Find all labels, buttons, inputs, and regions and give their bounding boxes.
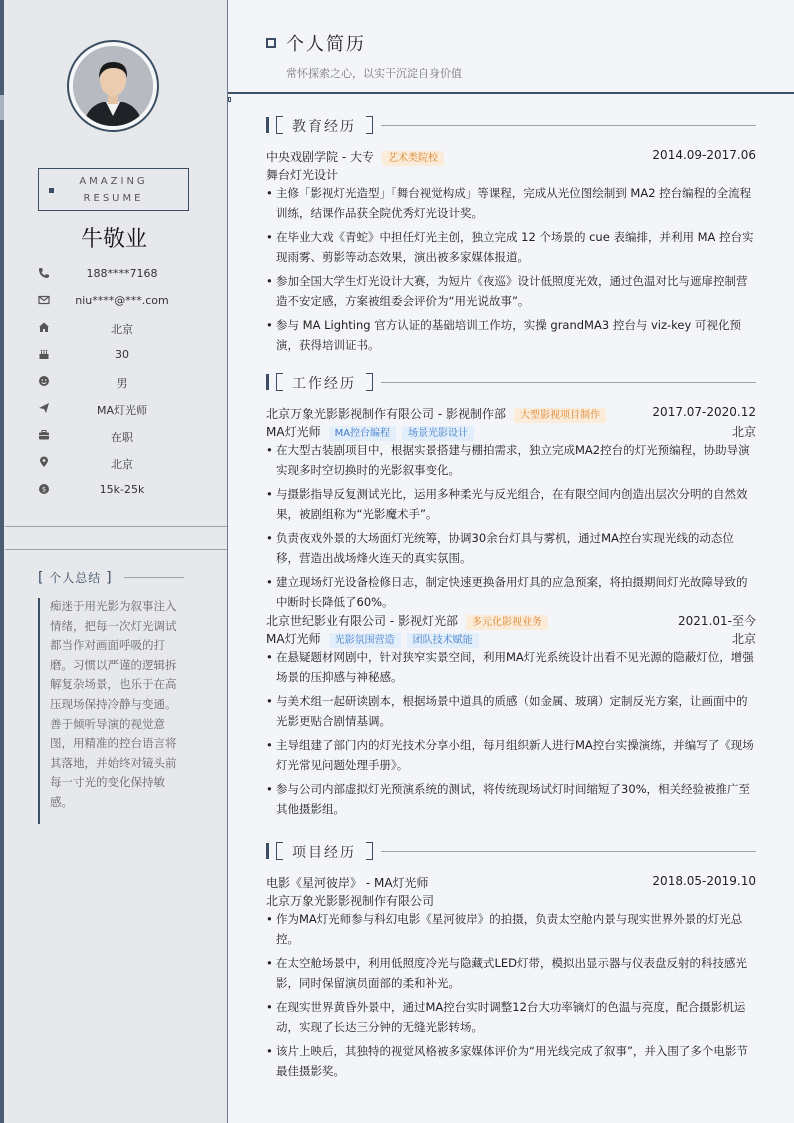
major-row [266, 164, 756, 182]
job-bullets [266, 647, 756, 819]
info-row-home [0, 316, 228, 343]
section-bracket-left [276, 116, 283, 134]
avatar [73, 46, 153, 126]
skill-tag: 光影氛围营造 [329, 633, 401, 648]
section-bracket-right [366, 842, 373, 860]
section-bar [266, 117, 269, 133]
badge-line-1: AMAZING [79, 176, 148, 187]
info-row-position [0, 397, 228, 424]
job-1 [266, 403, 756, 612]
header-rule-marker [228, 97, 231, 102]
resume-badge [38, 168, 189, 211]
job-bullets [266, 440, 756, 612]
face-icon [38, 375, 50, 387]
project-name: 电影《星河彼岸》 - MA灯光师 [266, 876, 429, 890]
job-role: MA灯光师 [266, 425, 321, 439]
summary-heading [38, 569, 113, 586]
list-item: • 参加全国大学生灯光设计大赛，为短片《夜巡》设计低照度光效，通过色温对比与遮扉控制营造不安定感，方案被组委会评价为“用光说故事”。 [266, 271, 756, 311]
project-heading [266, 841, 756, 861]
section-rule [381, 382, 756, 383]
age-text: 30 [115, 348, 129, 361]
sidebar [0, 0, 228, 1123]
section-bar [266, 843, 269, 859]
project-company-row [266, 890, 756, 908]
location-text: 北京 [111, 458, 133, 471]
section-bracket-left [276, 373, 283, 391]
header-rule [228, 92, 794, 94]
position-text: MA灯光师 [96, 404, 147, 417]
education-heading [266, 115, 756, 135]
list-item: • 负责夜戏外景的大场面灯光统筹，协调30余台灯具与雾机，通过MA控台实现光线的动态位移，营造出战场烽火连天的真实氛围。 [266, 528, 756, 568]
job-role: MA灯光师 [266, 632, 321, 646]
title-square-icon [266, 38, 276, 48]
project-bullets [266, 909, 756, 1081]
info-row-email [0, 289, 228, 316]
project-company: 北京万象光影影视制作有限公司 [266, 894, 435, 908]
section-rule [381, 125, 756, 126]
section-bar [266, 374, 269, 390]
hometown-text: 北京 [111, 323, 133, 336]
sidebar-accent-strip [0, 0, 4, 1123]
company-name: 北京万象光影影视制作有限公司 - 影视制作部 [266, 407, 506, 421]
summary-bracket-right: ] [106, 570, 113, 586]
job-date: 2017.07-2020.12 [652, 405, 756, 419]
list-item: • 作为MA灯光师参与科幻电影《星河彼岸》的拍摄，负责太空舱内景与现实世界外景的灯光总控。 [266, 909, 756, 949]
email-text: niu****@***.com [75, 294, 169, 307]
status-text: 在职 [111, 431, 133, 444]
job-date: 2021.01-至今 [678, 614, 756, 628]
location-icon [38, 456, 50, 468]
list-item: • 参与公司内部虚拟灯光预演系统的测试，将传统现场试灯时间缩短了30%，相关经验被推广至其他摄影组。 [266, 779, 756, 819]
email-icon [38, 294, 50, 306]
major: 舞台灯光设计 [266, 168, 339, 182]
project-section [266, 841, 756, 1085]
education-row [266, 146, 756, 164]
gender-text: 男 [116, 377, 128, 390]
info-row-status [0, 424, 228, 451]
section-bracket-right [366, 116, 373, 134]
page-title: 个人简历 [286, 34, 366, 55]
cake-icon [38, 348, 50, 360]
sidebar-divider-top [5, 526, 227, 527]
sidebar-divider-bottom [5, 549, 227, 550]
job-role-row [266, 421, 756, 439]
info-row-location [0, 451, 228, 478]
company-tag: 大型影视项目制作 [514, 408, 606, 423]
list-item: • 该片上映后，其独特的视觉风格被多家媒体评价为“用光线完成了叙事”，并入围了多个电影节最佳摄影奖。 [266, 1041, 756, 1081]
skill-tag: 场景光影设计 [402, 426, 474, 441]
svg-text:$: $ [41, 485, 47, 494]
plane-icon [38, 402, 50, 414]
education-date: 2014.09-2017.06 [652, 148, 756, 162]
list-item: • 与摄影指导反复测试光比，运用多种柔光与反光组合，在有限空间内创造出层次分明的自然效果，被剧组称为“光影魔术手”。 [266, 484, 756, 524]
list-item: • 建立现场灯光设备检修日志，制定快速更换备用灯具的应急预案，将拍摄期间灯光故障导致的中断时长降低了60%。 [266, 572, 756, 612]
job-header-row [266, 610, 756, 628]
candidate-name: 牛敬业 [80, 227, 147, 252]
education-section [266, 115, 756, 359]
work-heading [266, 372, 756, 392]
avatar-frame [67, 40, 159, 132]
summary-bracket-left: [ [38, 570, 45, 586]
section-bracket-left [276, 842, 283, 860]
phone-text: 188****7168 [86, 267, 158, 280]
list-item: • 主导组建了部门内的灯光技术分享小组，每月组织新人进行MA控台实操演练，并编写了《现场灯光常见问题处理手册》。 [266, 735, 756, 775]
badge-dot [49, 188, 54, 193]
school-name: 中央戏剧学院 - 大专 [266, 150, 374, 164]
phone-icon [38, 267, 50, 279]
education-bullets [266, 183, 756, 355]
list-item: • 在悬疑题材网剧中，针对狭窄实景空间，利用MA灯光系统设计出看不见光源的隐蔽灯位，增强场景的压抑感与神秘感。 [266, 647, 756, 687]
company-tag: 多元化影视业务 [466, 615, 548, 630]
contact-info [0, 262, 228, 505]
job-city: 北京 [731, 425, 756, 439]
list-item: • 在太空舱场景中，利用低照度冷光与隐藏式LED灯带，模拟出显示器与仪表盘反射的科技感光影，同时保留演员面部的柔和补光。 [266, 953, 756, 993]
page-subtitle: 常怀探索之心，以实干沉淀自身价值 [286, 67, 462, 80]
project-row [266, 872, 756, 890]
section-title: 项目经历 [292, 845, 356, 861]
section-bracket-right [366, 373, 373, 391]
section-title: 教育经历 [292, 119, 356, 135]
job-2 [266, 610, 756, 819]
skill-tag: MA控台编程 [329, 426, 396, 441]
home-icon [38, 321, 50, 333]
list-item: • 在现实世界黄昏外景中，通过MA控台实时调整12台大功率镝灯的色温与亮度，配合摄影机运动，实现了长达三分钟的无缝光影转场。 [266, 997, 756, 1037]
company-name: 北京世纪影业有限公司 - 影视灯光部 [266, 614, 458, 628]
work-section [266, 372, 756, 823]
summary-text: 痴迷于用光影为叙事注入情绪，把每一次灯光调试都当作对画面呼吸的打磨。习惯以严谨的逻辑拆解复杂场景，也乐于在高压现场保持冷静与变通。善于倾听导演的视觉意图，用精准的控台语言将其落地，并始终对镜头前每一寸光的变化保持敏感。 [50, 599, 177, 809]
job-header-row [266, 403, 756, 421]
list-item: • 与美术组一起研读剧本，根据场景中道具的质感（如金属、玻璃）定制反光方案，让画面中的光影更贴合剧情基调。 [266, 691, 756, 731]
skill-tag: 团队技术赋能 [407, 633, 479, 648]
info-row-salary [0, 478, 228, 505]
salary-text: 15k-25k [99, 483, 145, 496]
summary-accent-bar [38, 598, 40, 824]
summary-title: 个人总结 [49, 571, 102, 585]
info-row-gender [0, 370, 228, 397]
school-tag: 艺术类院校 [382, 151, 444, 166]
info-row-phone [0, 262, 228, 289]
summary-heading-rule [124, 577, 184, 578]
briefcase-icon [38, 429, 50, 441]
list-item: • 参与 MA Lighting 官方认证的基础培训工作坊，实操 grandMA3 控台与 viz-key 可视化预演，获得培训证书。 [266, 315, 756, 355]
project-date: 2018.05-2019.10 [652, 874, 756, 888]
list-item: • 在毕业大戏《青蛇》中担任灯光主创，独立完成 12 个场景的 cue 表编排，并利用 MA 控台实现雨雾、剪影等动态效果，演出被多家媒体报道。 [266, 227, 756, 267]
job-city: 北京 [731, 632, 756, 646]
badge-line-2: RESUME [83, 193, 144, 204]
section-rule [381, 851, 756, 852]
section-title: 工作经历 [292, 376, 356, 392]
list-item: • 在大型古装剧项目中，根据实景搭建与棚拍需求，独立完成MA2控台的灯光预编程，协助导演实现多时空切换时的光影叙事变化。 [266, 440, 756, 480]
job-role-row [266, 628, 756, 646]
salary-icon [38, 483, 50, 495]
list-item: • 主修「影视灯光造型」「舞台视觉构成」等课程，完成从光位图绘制到 MA2 控台编程的全流程训练，结课作品获全院优秀灯光设计奖。 [266, 183, 756, 223]
info-row-age [0, 343, 228, 370]
